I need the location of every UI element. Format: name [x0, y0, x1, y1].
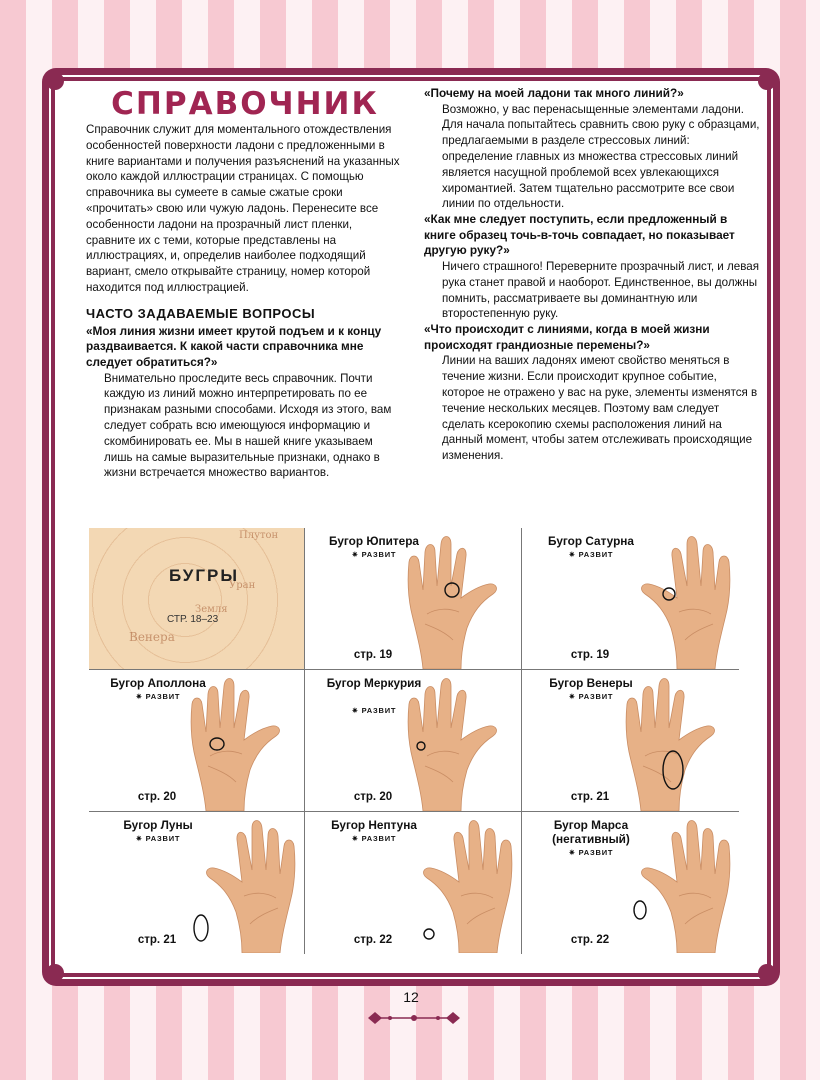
mounts-title: БУГРЫ — [169, 566, 239, 585]
frame-corner — [758, 964, 776, 982]
mount-page: стр. 22 — [353, 934, 393, 946]
mount-marker — [424, 929, 434, 939]
faq-answer: Внимательно проследите весь справочник. Почти каждую из линий можно интерпретировать по ее признакам разными способами. Исходя из этого, вам следует собрать всю имеющуюся информацию и скомбинировать ее. Мы в нашей книге указываем лишь на самые выразительные признаки, однако в жизни встречается множество вариантов. — [104, 371, 392, 480]
faq-question: «Моя линия жизни имеет крутой подъем и к концу раздваивается. К какой части справочника мне следует обратиться?» — [86, 323, 382, 369]
palm-image — [401, 812, 521, 953]
mount-title: Бугор Марса (негативный) — [552, 818, 630, 846]
ornament-divider — [366, 1008, 462, 1028]
faq-question: «Как мне следует поступить, если предложенный в книге образец точь-в-точь совпадает, но показывает другую руку?» — [424, 212, 735, 258]
mount-title: Бугор Юпитера — [329, 534, 419, 548]
right-column — [424, 86, 760, 464]
status-developed: ✷ РАЗВИТ — [351, 706, 397, 715]
intro-paragraph: Справочник служит для моментального отождествления особенностей поверхности ладони с предложенными в книге вариантами и получения разъяснений на указанных около каждой иллюстрации страницах. С помощью справочника вы сумеете в самые сжатые сроки «прочитать» свою или чужую ладонь. Перенесите все особенности ладони на прозрачный лист пленки, сравните их с теми, которые представлены на иллюстрациях, и, определив наиболее подходящий вариант, смело открывайте страницу, номер которой находится под иллюстрацией. — [86, 123, 400, 294]
status-developed: ✷ РАЗВИТ — [351, 550, 397, 559]
planet-label: Венера — [129, 630, 175, 644]
mount-marker — [634, 901, 646, 919]
mount-title: Бугор Луны — [123, 818, 193, 832]
palm-image — [184, 812, 304, 953]
left-column — [86, 86, 404, 481]
planet-label: Уран — [229, 580, 256, 591]
mount-card[interactable] — [305, 670, 522, 812]
mount-page: стр. 20 — [137, 791, 177, 803]
faq-answer: Линии на ваших ладонях имеют свойство меняться в течение жизни. Если происходит крупное событие, которое не отражено у вас на руке, элементы изменятся в течение нескольких месяцев. Поэтому вам следует сделать ксерокопию схемы расположения линий на данный момент, чтобы затем отслеживать происходящие изменения. — [442, 354, 758, 463]
mount-card[interactable] — [522, 670, 739, 812]
faq-question: «Почему на моей ладони так много линий?» — [424, 86, 684, 100]
status-developed: ✷ РАЗВИТ — [351, 834, 397, 843]
mounts-pages: СТР. 18–23 — [167, 614, 219, 625]
mounts-header-cell — [89, 528, 305, 670]
status-developed: ✷ РАЗВИТ — [135, 834, 181, 843]
mount-title: Бугор Сатурна — [548, 534, 634, 548]
palm-image — [401, 528, 521, 669]
mount-title: Бугор Венеры — [549, 676, 633, 690]
mount-page: стр. 21 — [137, 934, 177, 946]
palm-image — [619, 528, 739, 669]
mount-page: стр. 21 — [570, 791, 610, 803]
status-developed: ✷ РАЗВИТ — [135, 692, 181, 701]
mount-card[interactable] — [89, 670, 305, 812]
mount-title: Бугор Аполлона — [110, 676, 206, 690]
page-title: СПРАВОЧНИК — [111, 86, 379, 122]
mount-page: стр. 19 — [570, 649, 610, 661]
faq-answer: Возможно, у вас перенасыщенные элементами ладони. Для начала попытайтесь сравнить свою руку с образцами, предлагаемыми в разделе стрессовых линий: определение главных из множества стрессовых линий является насущной проблемой всех увлекающихся хиромантией. Затем тщательно рассмотрите все свои линии по отдельности. — [442, 102, 760, 211]
mount-page: стр. 20 — [353, 791, 393, 803]
faq-question: «Что происходит с линиями, когда в моей жизни происходят грандиозные перемены?» — [424, 322, 710, 352]
palm-image — [184, 670, 304, 811]
mounts-reference-grid — [89, 528, 739, 954]
mount-page: стр. 19 — [353, 649, 393, 661]
mount-card[interactable] — [305, 528, 522, 670]
palm-image — [401, 670, 521, 811]
mount-card[interactable] — [522, 528, 739, 670]
mount-card[interactable] — [522, 812, 739, 954]
mount-card[interactable] — [305, 812, 522, 954]
frame-corner — [46, 964, 64, 982]
mount-title: Бугор Нептуна — [331, 818, 417, 832]
palm-image — [619, 812, 739, 953]
palm-image — [619, 670, 739, 811]
frame-corner — [46, 72, 64, 90]
mount-title: Бугор Меркурия — [326, 676, 422, 690]
status-developed: ✷ РАЗВИТ — [568, 550, 614, 559]
planet-label: Плутон — [239, 530, 279, 541]
faq-heading: ЧАСТО ЗАДАВАЕМЫЕ ВОПРОСЫ — [86, 305, 316, 321]
status-developed: ✷ РАЗВИТ — [568, 692, 614, 701]
mount-page: стр. 22 — [570, 934, 610, 946]
page-number: 12 — [403, 989, 419, 1005]
faq-answer: Ничего страшного! Переверните прозрачный лист, и левая рука станет правой и наоборот. Единственное, вы должны помнить, рассматриваете вы доминантную или второстепенную руку. — [442, 259, 759, 321]
status-developed: ✷ РАЗВИТ — [568, 848, 614, 857]
planet-label: Земля — [195, 604, 228, 615]
mount-card[interactable] — [89, 812, 305, 954]
frame-corner — [758, 72, 776, 90]
